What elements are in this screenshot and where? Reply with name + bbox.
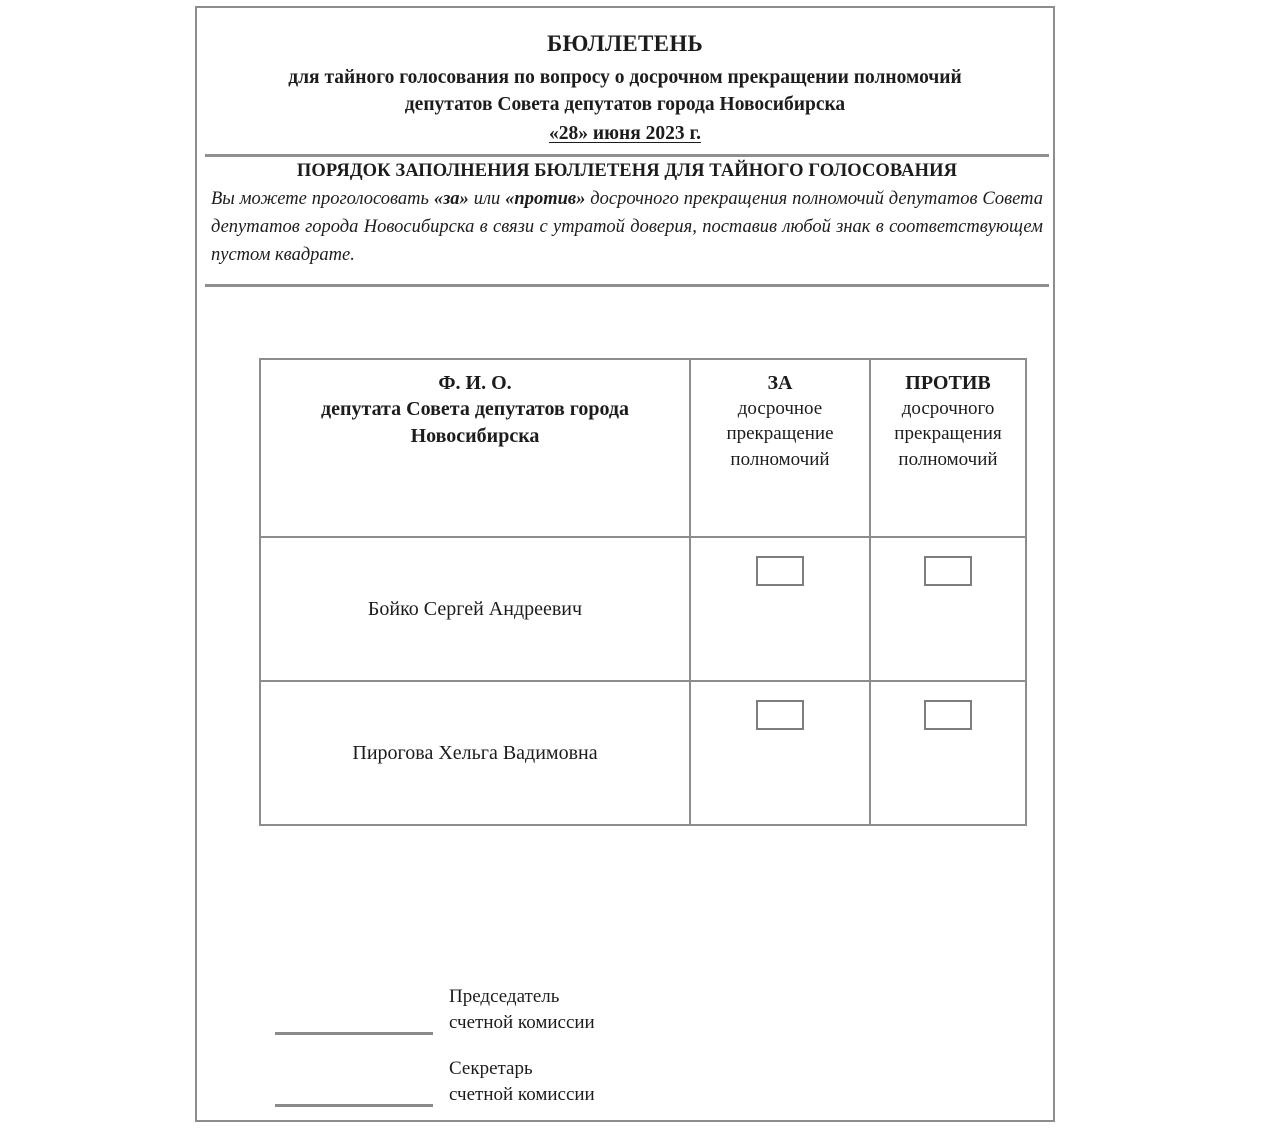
document-date-value: «28» июня 2023 г. [548,122,702,144]
signature-line-secretary[interactable] [275,1104,433,1107]
signature-role-chairman [449,984,595,1035]
instructions-title: ПОРЯДОК ЗАПОЛНЕНИЯ БЮЛЛЕТЕНЯ ДЛЯ ТАЙНОГО ГОЛОСОВАНИЯ [296,161,958,181]
column-header-name [260,359,690,537]
column-header-for-line-1: досрочное [737,398,823,419]
instructions-emphasis-for: «за» [433,189,469,209]
ballot-sheet [195,6,1055,1122]
column-header-for-title: ЗА [767,372,793,394]
document-heading [197,8,1053,145]
checkbox-for[interactable] [756,556,804,586]
column-header-name-line-2: депутата Совета депутатов города [320,398,629,420]
candidate-name: Бойко Сергей Андреевич [260,537,690,681]
column-header-against-line-2: прекращения [894,423,1002,445]
instructions-text-part-3: досрочного прекращения полномочий депутатов Совета депутатов города Новосибирска в связи с утратой доверия, поставив любой знак в соответствующем пустом квадрате. [211,189,1043,265]
checkbox-for[interactable] [756,700,804,730]
instructions-text-part-2: или [468,189,506,209]
instructions-emphasis-against: «против» [505,189,586,209]
divider-top [205,154,1049,157]
page-title: БЮЛЛЕТЕНЬ [546,31,704,56]
column-header-name-line-3: Новосибирска [410,424,540,447]
signature-role-chairman-line-2: счетной комиссии [449,1011,595,1033]
vote-cell-against[interactable] [870,537,1026,681]
vote-cell-against[interactable] [870,681,1026,825]
vote-cell-for[interactable] [690,537,870,681]
column-header-name-line-1: Ф. И. О. [438,372,512,394]
signature-role-chairman-line-1: Председатель [449,986,560,1007]
column-header-for-line-2: прекращение [726,423,834,445]
signature-block [259,984,759,1128]
vote-cell-for[interactable] [690,681,870,825]
column-header-against [870,359,1026,537]
document-subtitle-line-2: депутатов Совета депутатов города Новосибирска [404,93,846,115]
signature-row-chairman [259,984,759,1056]
checkbox-against[interactable] [924,700,972,730]
signature-role-secretary [449,1056,595,1107]
ballot-table [259,358,1027,826]
table-header-row [260,359,1026,537]
column-header-for-line-3: полномочий [730,448,830,470]
table-row [260,537,1026,681]
signature-line-chairman[interactable] [275,1032,433,1035]
instructions-text [211,186,1043,269]
table-row [260,681,1026,825]
column-header-against-line-3: полномочий [898,448,998,470]
instructions-block [205,158,1049,269]
instructions-text-part-1: Вы можете проголосовать [211,189,434,209]
column-header-against-title: ПРОТИВ [905,372,991,394]
candidate-name: Пирогова Хельга Вадимовна [260,681,690,825]
document-date [211,123,1039,145]
signature-role-secretary-line-2: счетной комиссии [449,1083,595,1105]
divider-bottom [205,284,1049,287]
column-header-against-line-1: досрочного [901,398,995,419]
signature-role-secretary-line-1: Секретарь [449,1058,533,1079]
checkbox-against[interactable] [924,556,972,586]
signature-row-secretary [259,1056,759,1128]
column-header-for [690,359,870,537]
document-subtitle-line-1: для тайного голосования по вопросу о досрочном прекращении полномочий [288,66,962,88]
